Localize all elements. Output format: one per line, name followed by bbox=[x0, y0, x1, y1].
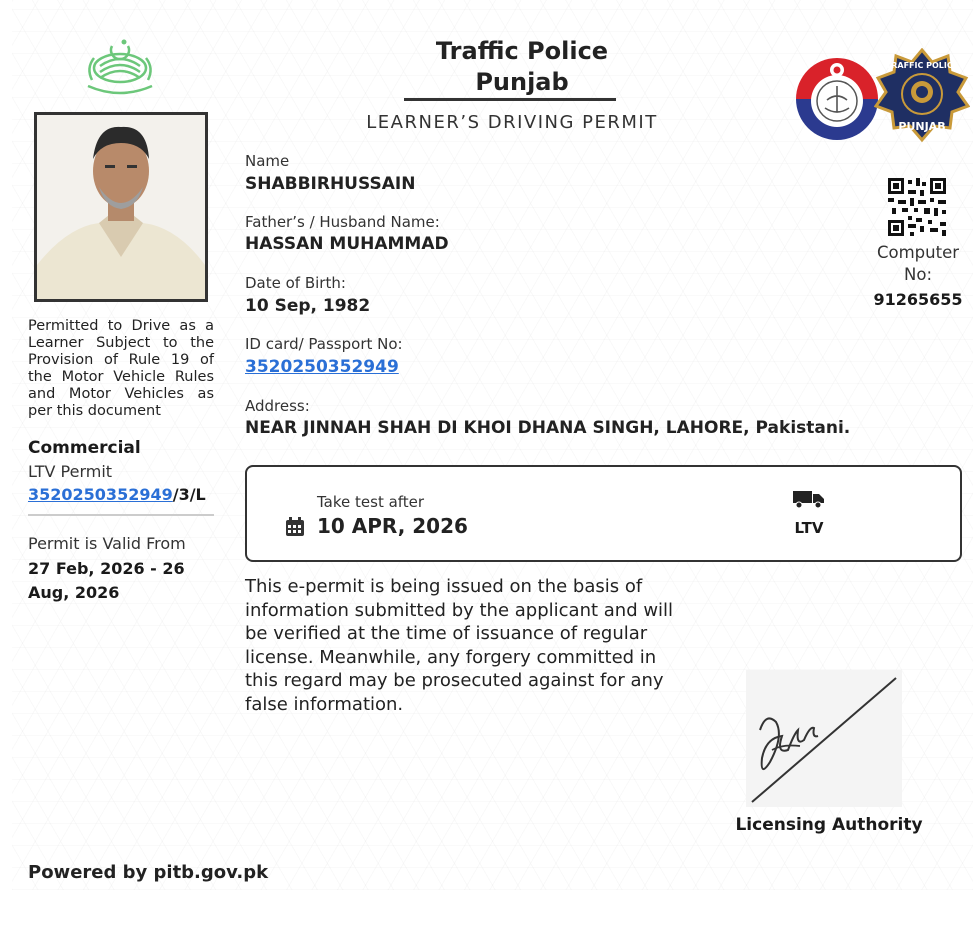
permit-number-line bbox=[28, 485, 206, 504]
father-label: Father’s / Husband Name: bbox=[245, 213, 440, 231]
traffic-police-badge bbox=[874, 48, 970, 144]
truck-icon bbox=[793, 489, 825, 509]
computer-no-label: Computer No: bbox=[876, 243, 960, 284]
page-title bbox=[402, 36, 642, 98]
name-label: Name bbox=[245, 152, 290, 170]
id-label: ID card/ Passport No: bbox=[245, 335, 403, 353]
title-line-1: Traffic Police bbox=[435, 37, 609, 65]
address-label: Address: bbox=[245, 397, 310, 415]
valid-range: 27 Feb, 2026 - 26 Aug, 2026 bbox=[28, 559, 185, 602]
test-info-box bbox=[245, 465, 962, 562]
vehicle-class: LTV bbox=[794, 519, 824, 537]
permit-conditions: Permitted to Drive as a Learner Subject to the Provision of Rule 19 of the Motor Vehicle Rules and Motor Vehicles as per this document bbox=[28, 318, 214, 419]
document-subtitle: LEARNER’S DRIVING PERMIT bbox=[366, 112, 658, 133]
title-divider bbox=[404, 98, 616, 101]
qr-code[interactable] bbox=[888, 178, 946, 236]
licensing-authority-label: Licensing Authority bbox=[735, 815, 923, 835]
id-number-link[interactable]: 3520250352949 bbox=[245, 357, 399, 377]
test-label: Take test after bbox=[317, 493, 425, 511]
side-divider bbox=[28, 514, 214, 516]
father-value: HASSAN MUHAMMAD bbox=[245, 234, 449, 254]
punjab-police-emblem bbox=[794, 56, 880, 142]
name-value: SHABBIRHUSSAIN bbox=[245, 174, 416, 194]
calendar-icon bbox=[285, 517, 305, 537]
address-value: NEAR JINNAH SHAH DI KHOI DHANA SINGH, LAHORE, Pakistani. bbox=[245, 418, 851, 438]
authority-signature bbox=[746, 670, 902, 807]
holder-photo bbox=[34, 112, 208, 302]
footer-powered-by: Powered by pitb.gov.pk bbox=[28, 862, 269, 883]
permit-type: LTV Permit bbox=[28, 462, 113, 481]
valid-label: Permit is Valid From bbox=[28, 534, 186, 553]
dob-value: 10 Sep, 1982 bbox=[245, 296, 371, 316]
punjab-government-logo bbox=[82, 32, 158, 96]
badge-ring-text: TRAFFIC POLICE bbox=[885, 61, 959, 70]
computer-no-value: 91265655 bbox=[873, 290, 963, 309]
permit-number-link[interactable]: 3520250352949 bbox=[28, 485, 173, 504]
test-date: 10 APR, 2026 bbox=[317, 514, 468, 538]
title-line-2: Punjab bbox=[475, 68, 569, 96]
permit-number-suffix: /3/L bbox=[172, 485, 206, 504]
dob-label: Date of Birth: bbox=[245, 274, 346, 292]
permit-category: Commercial bbox=[28, 438, 141, 458]
badge-text: PUNJAB bbox=[898, 120, 946, 133]
disclaimer-notice: This e-permit is being issued on the basis of information submitted by the applicant and will be verified at the time of issuance of regular license. Meanwhile, any forgery committed in this regard may be prosecuted against for any false information. bbox=[245, 576, 674, 715]
permit-document bbox=[12, 0, 973, 890]
